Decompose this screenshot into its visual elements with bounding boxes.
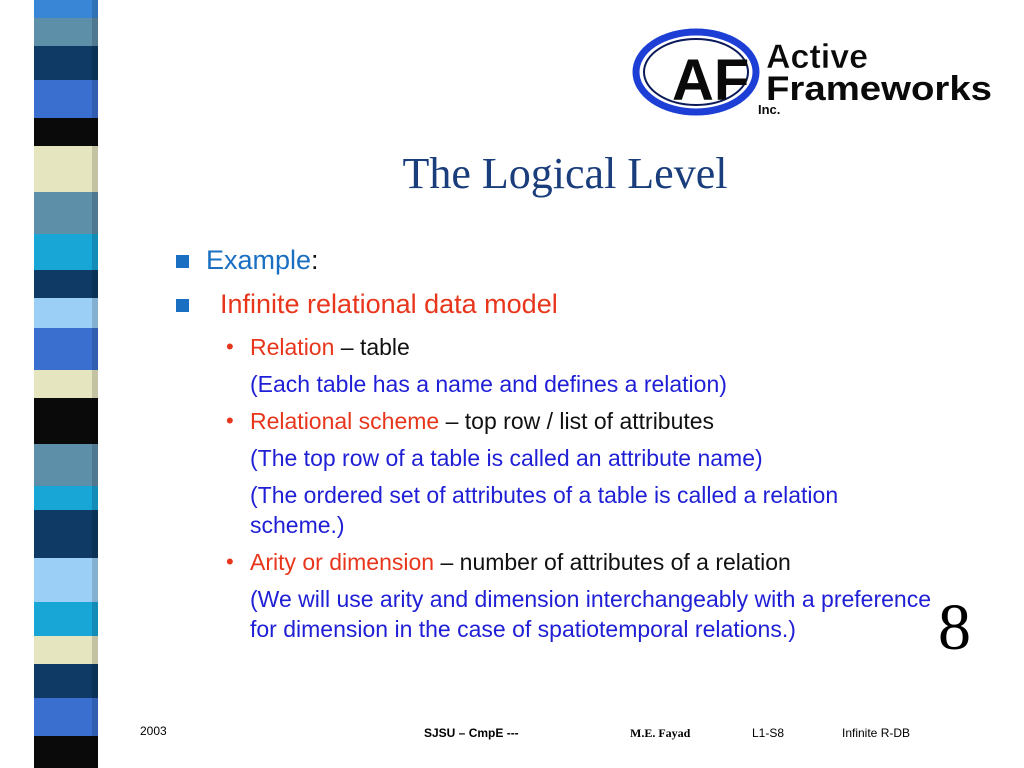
slide-body [170, 244, 940, 651]
relation-def: – table [334, 334, 410, 360]
bullet-example [170, 244, 940, 276]
dot-bullet-icon: • [226, 549, 234, 574]
active-frameworks-logo [632, 28, 998, 116]
stripe-shadow [92, 0, 98, 768]
arity-term: Arity or dimension [250, 549, 435, 575]
slide-title: The Logical Level [402, 149, 728, 198]
subbullet-arity [170, 547, 940, 577]
subbullet-scheme [170, 406, 940, 436]
example-label: Example [206, 245, 312, 275]
logo-line2: Frameworks [766, 70, 992, 108]
footer-school: SJSU – CmpE --- [424, 726, 519, 740]
relation-note: (Each table has a name and defines a relation) [250, 371, 727, 397]
logo-suffix: Inc. [758, 102, 781, 116]
logo-mark: AF [672, 48, 750, 113]
arity-note: (We will use arity and dimension interchangeably with a preference for dimension in the case of spatiotemporal relations.) [250, 586, 931, 642]
scheme-note-2: (The ordered set of attributes of a table is called a relation scheme.) [250, 482, 839, 538]
footer-author: M.E. Fayad [630, 726, 691, 740]
footer-slide-id: L1-S8 [752, 726, 785, 740]
scheme-term: Relational scheme [250, 408, 440, 434]
logo-line1: Active [766, 38, 869, 76]
square-bullet-icon [176, 255, 189, 268]
square-bullet-icon [176, 299, 189, 312]
subbullet-relation [170, 332, 940, 362]
decorative-stripe [34, 0, 98, 768]
dot-bullet-icon: • [226, 408, 234, 433]
example-colon: : [311, 245, 319, 275]
relation-term: Relation [250, 334, 335, 360]
bullet-model [170, 288, 940, 320]
scheme-note-1: (The top row of a table is called an attribute name) [250, 445, 763, 471]
model-label: Infinite relational data model [220, 289, 558, 319]
footer-year: 2003 [140, 724, 167, 738]
scheme-def: – top row / list of attributes [439, 408, 715, 434]
footer-course: Infinite R-DB [842, 726, 911, 740]
arity-def: – number of attributes of a relation [434, 549, 791, 575]
dot-bullet-icon: • [226, 334, 234, 359]
page-number: 8 [938, 591, 971, 664]
